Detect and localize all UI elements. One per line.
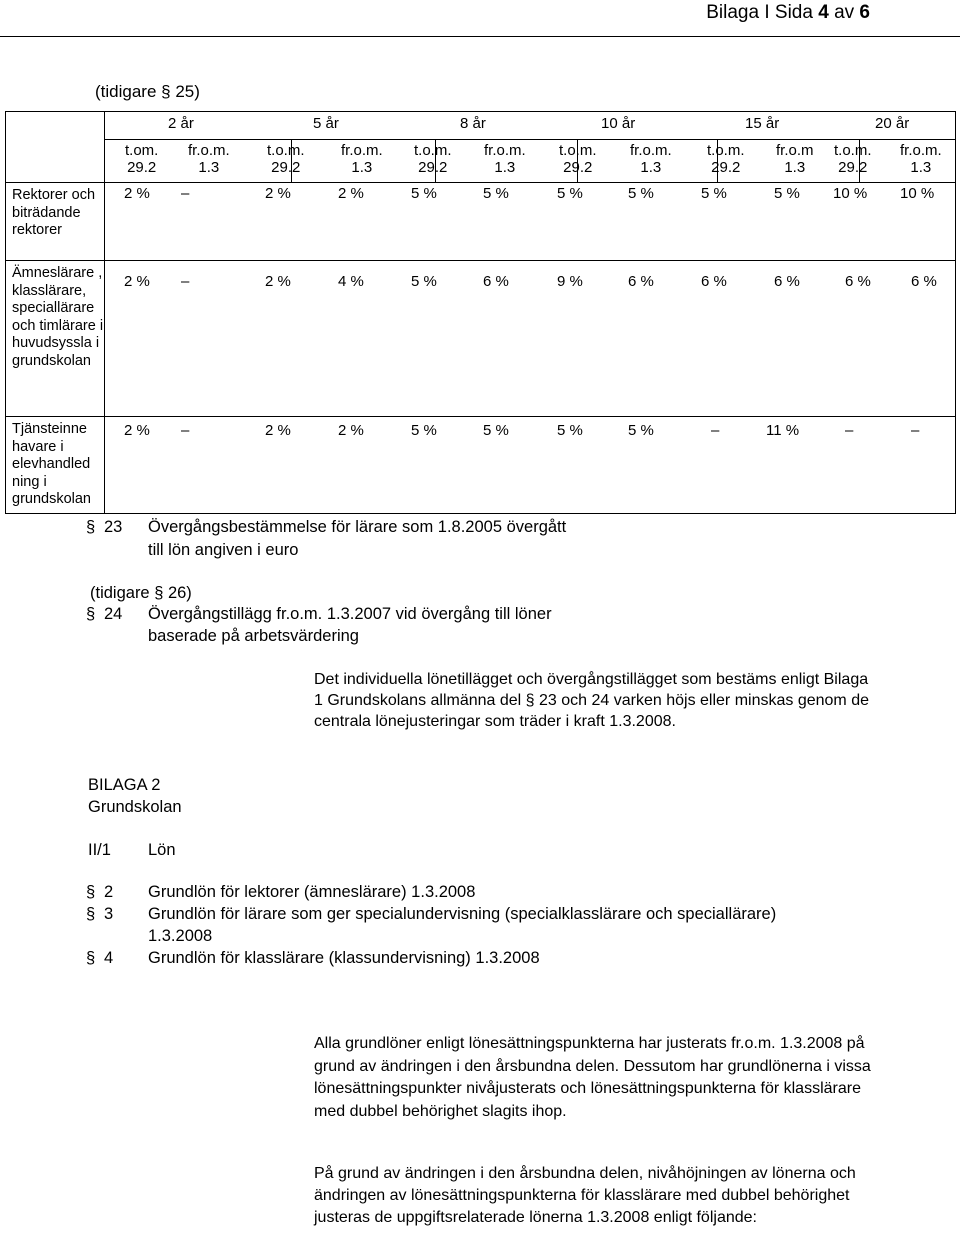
period-label: t.o.m. 29.2 — [834, 142, 872, 176]
body-paragraph: Alla grundlöner enligt lönesättningspunkterna har justerats fr.o.m. 1.3.2008 på grund av ändringen i den årsbundna delen. Dessutom har grundlönerna i vissa lönesättningspunkter nivåjusterats och lönesättningspunkterna för klasslärare med dubbel behörighet slagits ihop. — [314, 1035, 871, 1120]
table-row — [6, 417, 956, 514]
value-cell: 2 % — [265, 273, 291, 290]
value-cell: – — [181, 273, 190, 290]
body-paragraph: Det individuella lönetillägget och övergångstillägget som bestäms enligt Bilaga 1 Grundskolans allmänna del § 23 och 24 varken höjs eller minskas genom de centrala lönejusteringar som träder i kraft 1.3.2008. — [314, 671, 869, 730]
value-cell: 5 % — [483, 422, 509, 439]
value-cell: 2 % — [124, 273, 150, 290]
section-symbol: § — [86, 605, 96, 623]
year-label: 5 år — [313, 115, 339, 132]
salary-increase-table — [5, 111, 956, 514]
section-title: Grundlön för lärare som ger specialundervisning (specialklasslärare och speciallärare) — [148, 905, 777, 923]
chapter-number: II/1 — [88, 841, 111, 859]
year-label: 8 år — [460, 115, 486, 132]
value-cell: 6 % — [628, 273, 654, 290]
value-cell: 6 % — [774, 273, 800, 290]
year-label: 10 år — [601, 115, 636, 132]
value-cell: – — [911, 422, 920, 439]
section-title-cont: till lön angiven i euro — [148, 541, 299, 559]
section-title: Övergångstillägg fr.o.m. 1.3.2007 vid övergång till löner — [148, 605, 552, 623]
value-cell: 5 % — [557, 422, 583, 439]
value-cell: 2 % — [265, 422, 291, 439]
section-title: Grundlön för klasslärare (klassundervisning) 1.3.2008 — [148, 949, 540, 967]
previous-section-note: (tidigare § 25) — [95, 82, 200, 101]
header-divider — [105, 139, 956, 140]
section-title-cont: 1.3.2008 — [148, 927, 213, 945]
period-label: fr.o.m. 1.3 — [188, 142, 230, 176]
year-label: 20 år — [875, 115, 910, 132]
row-label: Tjänsteinne havare i elevhandled ning i grundskolan — [6, 417, 105, 514]
section-number: 3 — [104, 905, 114, 923]
value-cell: 5 % — [557, 185, 583, 202]
row-label: Ämneslärare , klasslärare, speciallärare och timlärare i huvudsyssla i grundskolan — [6, 261, 105, 417]
body-paragraph: På grund av ändringen i den årsbundna delen, nivåhöjningen av lönerna och ändringen av lönesättningspunkterna för klasslärare med dubbel behörighet justeras de uppgiftsrelaterade lönerna 1.3.2008 enligt följande: — [314, 1165, 856, 1226]
value-cell: 5 % — [483, 185, 509, 202]
value-cell: 9 % — [557, 273, 583, 290]
value-cell: – — [711, 422, 720, 439]
section-symbol: § — [86, 883, 96, 901]
value-cell: – — [181, 422, 190, 439]
table-header — [105, 112, 956, 183]
period-label: t.o.m. 29.2 — [559, 142, 597, 176]
value-cell: 2 % — [124, 422, 150, 439]
section-title: Grundlön för lektorer (ämneslärare) 1.3.2008 — [148, 883, 476, 901]
value-cell: – — [845, 422, 854, 439]
period-label: fr.o.m 1.3 — [776, 142, 814, 176]
page-indicator: Bilaga I Sida 4 av 6 — [706, 2, 870, 23]
section-number: 4 — [104, 949, 114, 967]
table-header-row — [6, 112, 956, 141]
period-label: fr.o.m. 1.3 — [630, 142, 672, 176]
row-values — [105, 261, 956, 417]
value-cell: 2 % — [265, 185, 291, 202]
value-cell: 10 % — [833, 185, 868, 202]
value-cell: 5 % — [628, 422, 654, 439]
value-cell: 4 % — [338, 273, 364, 290]
value-cell: 5 % — [411, 273, 437, 290]
section-symbol: § — [86, 518, 96, 536]
value-cell: 5 % — [628, 185, 654, 202]
previous-section-note: (tidigare § 26) — [90, 584, 192, 602]
table-corner — [6, 112, 105, 183]
value-cell: 5 % — [411, 422, 437, 439]
value-cell: 2 % — [338, 422, 364, 439]
value-cell: 6 % — [483, 273, 509, 290]
section-number: 23 — [104, 518, 123, 536]
value-cell: – — [181, 185, 190, 202]
value-cell: 6 % — [845, 273, 871, 290]
period-label: t.o.m. 29.2 — [267, 142, 305, 176]
year-label: 2 år — [168, 115, 194, 132]
period-label: fr.o.m. 1.3 — [341, 142, 383, 176]
value-cell: 6 % — [701, 273, 727, 290]
year-label: 15 år — [745, 115, 780, 132]
section-title: Övergångsbestämmelse för lärare som 1.8.2005 övergått — [148, 518, 567, 536]
value-cell: 2 % — [338, 185, 364, 202]
period-label: fr.o.m. 1.3 — [484, 142, 526, 176]
row-values — [105, 183, 956, 261]
period-label: t.o.m. 29.2 — [414, 142, 452, 176]
section-title-cont: baserade på arbetsvärdering — [148, 627, 359, 645]
table-row — [6, 261, 956, 417]
period-label: t.o.m. 29.2 — [707, 142, 745, 176]
section-number: 24 — [104, 605, 123, 623]
value-cell: 6 % — [911, 273, 937, 290]
period-label: t.om. 29.2 — [125, 142, 159, 176]
section-symbol: § — [86, 949, 96, 967]
chapter-title: Lön — [148, 841, 176, 859]
value-cell: 5 % — [701, 185, 727, 202]
value-cell: 5 % — [411, 185, 437, 202]
appendix-title: BILAGA 2 — [88, 776, 161, 794]
appendix-subtitle: Grundskolan — [88, 798, 182, 816]
value-cell: 2 % — [124, 185, 150, 202]
row-values — [105, 417, 956, 514]
section-symbol: § — [86, 905, 96, 923]
row-label: Rektorer och biträdande rektorer — [6, 183, 105, 261]
page-header — [0, 0, 960, 37]
value-cell: 10 % — [900, 185, 935, 202]
section-number: 2 — [104, 883, 114, 901]
period-label: fr.o.m. 1.3 — [900, 142, 942, 176]
value-cell: 11 % — [766, 422, 800, 439]
table-row — [6, 183, 956, 261]
value-cell: 5 % — [774, 185, 800, 202]
